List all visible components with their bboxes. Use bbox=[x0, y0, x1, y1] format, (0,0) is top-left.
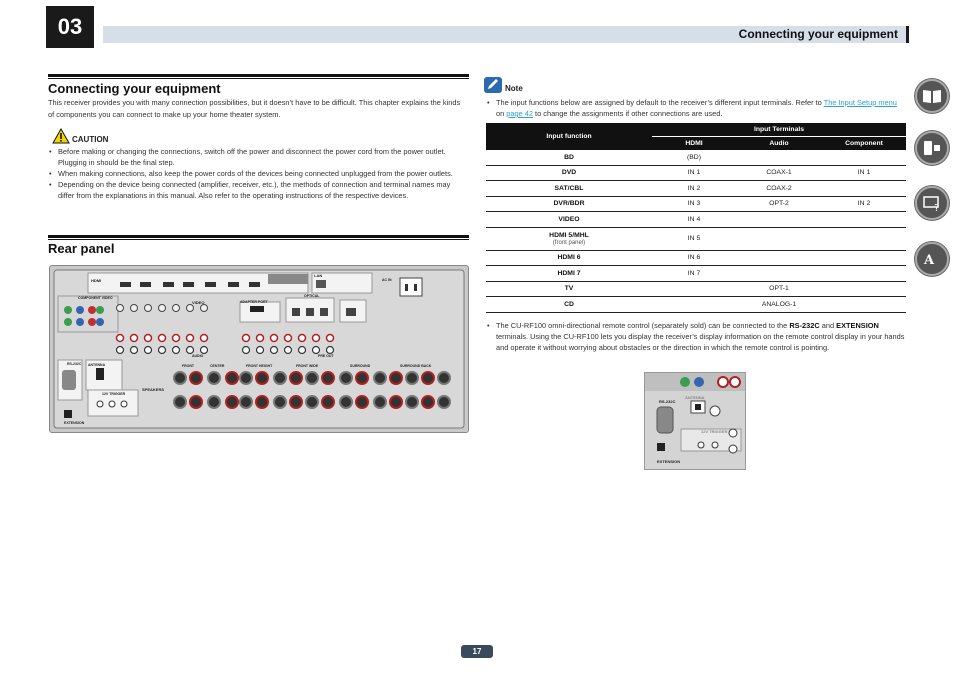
table-row bbox=[486, 281, 906, 297]
panel-label-lan: LAN bbox=[314, 273, 323, 278]
function-subtext: (front panel) bbox=[552, 239, 586, 246]
cell-input-function bbox=[486, 281, 652, 297]
closeup-label-rs232c: RS-232C bbox=[659, 399, 676, 404]
panel-label-ac-in: AC IN bbox=[382, 278, 392, 282]
note-list bbox=[486, 97, 906, 119]
intro-paragraph: This receiver provides you with many connection possibilities, but it doesn’t have to be difficult. This chapter explains the kinds of components you can connect to make up your home theater system. bbox=[48, 98, 461, 119]
cell-audio bbox=[736, 250, 822, 266]
section-rule bbox=[48, 235, 469, 238]
cell-component bbox=[822, 150, 906, 165]
table-row bbox=[486, 297, 906, 313]
panel-label-extension: EXTENSION bbox=[64, 421, 85, 425]
note2-list bbox=[486, 320, 906, 353]
cell-input-function bbox=[486, 196, 652, 212]
cell-component: IN 1 bbox=[822, 165, 906, 181]
cell-input-function bbox=[486, 212, 652, 228]
cell-audio bbox=[736, 266, 822, 282]
caution-list bbox=[48, 146, 463, 201]
caution-item: • Before making or changing the connections, switch off the power and disconnect the power cord from the power outlet. Plugging in should be the final step. bbox=[48, 146, 463, 168]
caution-item: • When making connections, also keep the power cords of the devices being connected unplugged from the power outlets. bbox=[48, 168, 463, 179]
cell-hdmi bbox=[652, 281, 736, 297]
cell-component bbox=[822, 212, 906, 228]
cell-component bbox=[822, 250, 906, 266]
cell-audio: COAX-2 bbox=[736, 181, 822, 197]
cell-hdmi: IN 1 bbox=[652, 165, 736, 181]
cell-hdmi: (BD) bbox=[652, 150, 736, 165]
panel-label-front-wide: FRONT WIDE bbox=[296, 364, 319, 368]
function-name: DVD bbox=[561, 169, 577, 177]
panel-label-pre-out: PRE OUT bbox=[318, 354, 334, 358]
note-pencil-icon bbox=[484, 77, 502, 93]
table-row bbox=[486, 181, 906, 197]
function-name: HDMI 7 bbox=[557, 269, 581, 277]
note-heading bbox=[484, 77, 523, 93]
rear-panel-diagram bbox=[50, 266, 468, 432]
note-text-segment: The input functions below are assigned by default to the receiver’s different input terminals. Refer to bbox=[496, 98, 824, 107]
panel-label-trigger: 12V TRIGGER bbox=[102, 392, 126, 396]
panel-label-surround: SURROUND bbox=[350, 364, 371, 368]
table-row bbox=[486, 250, 906, 266]
cell-hdmi: IN 5 bbox=[652, 227, 736, 250]
th-audio: Audio bbox=[736, 136, 822, 150]
input-function-table bbox=[486, 123, 906, 313]
th-hdmi: HDMI bbox=[652, 136, 736, 150]
th-component: Component bbox=[822, 136, 906, 150]
section-title-connecting: Connecting your equipment bbox=[48, 81, 221, 96]
panel-label-audio: AUDIO bbox=[192, 354, 204, 358]
note-item bbox=[486, 97, 906, 119]
panel-label-component-video: COMPONENT VIDEO bbox=[78, 296, 113, 300]
section-rule-thin bbox=[48, 78, 469, 79]
table-row bbox=[486, 196, 906, 212]
panel-label-speakers: SPEAKERS bbox=[142, 387, 165, 392]
panel-label-antenna: ANTENNA bbox=[88, 363, 106, 367]
function-name: VIDEO bbox=[558, 215, 580, 223]
cell-component bbox=[822, 266, 906, 282]
panel-label-front: FRONT bbox=[182, 364, 195, 368]
note-label: Note bbox=[505, 84, 523, 93]
cell-hdmi: IN 6 bbox=[652, 250, 736, 266]
input-setup-link[interactable]: The Input Setup menu bbox=[823, 98, 897, 107]
cell-input-function bbox=[486, 150, 652, 165]
cell-audio: OPT-2 bbox=[736, 196, 822, 212]
note-text-segment: terminals. Using the CU-RF100 lets you display the receiver’s display information on the remote control display in your hands and operate it without worrying about obstacles or the direction in which the remote control is pointing. bbox=[496, 332, 905, 352]
function-name: BD bbox=[564, 153, 574, 161]
rs232c-term: RS-232C bbox=[789, 321, 820, 330]
note-text-segment: to change the assignments if other connections are used. bbox=[533, 109, 723, 118]
table-row bbox=[486, 165, 906, 181]
cell-input-function bbox=[486, 250, 652, 266]
panel-label-hdmi: HDMI bbox=[91, 278, 102, 283]
panel-label-adapter-port: ADAPTER PORT bbox=[240, 300, 268, 304]
svg-text:A: A bbox=[924, 253, 935, 268]
note-text-segment: and bbox=[819, 321, 837, 330]
header-title: Connecting your equipment bbox=[738, 27, 898, 41]
rs232c-extension-closeup bbox=[644, 372, 746, 470]
book-icon[interactable] bbox=[915, 79, 949, 113]
function-name: DVR/BDR bbox=[553, 200, 585, 208]
cell-input-function bbox=[486, 297, 652, 313]
panel-label-rs232c: RS-232C bbox=[67, 362, 82, 366]
note-text-segment: on bbox=[496, 109, 507, 118]
caution-heading bbox=[52, 128, 108, 144]
panel-label-video: VIDEO bbox=[192, 300, 205, 305]
closeup-label-trigger: 12V TRIGGER bbox=[701, 429, 728, 434]
caution-icon bbox=[52, 128, 70, 144]
section-rule-thin bbox=[48, 239, 469, 240]
cell-audio: OPT-1 bbox=[736, 281, 822, 297]
cell-audio bbox=[736, 150, 822, 165]
cell-hdmi bbox=[652, 297, 736, 313]
th-input-function: Input function bbox=[486, 123, 652, 150]
table-row bbox=[486, 266, 906, 282]
note-text-segment: The CU-RF100 omni-directional remote control (separately sold) can be connected to the bbox=[496, 321, 790, 330]
function-name: HDMI 6 bbox=[557, 254, 581, 262]
cell-component bbox=[822, 297, 906, 313]
cell-hdmi: IN 4 bbox=[652, 212, 736, 228]
panel-label-surround-back: SURROUND BACK bbox=[400, 364, 432, 368]
glossary-icon[interactable] bbox=[915, 242, 949, 276]
th-input-terminals: Input Terminals bbox=[652, 123, 906, 136]
svg-text:?: ? bbox=[934, 203, 940, 212]
cell-input-function bbox=[486, 181, 652, 197]
page-42-link[interactable]: page 42 bbox=[506, 109, 533, 118]
caution-label: CAUTION bbox=[72, 134, 109, 144]
cell-component bbox=[822, 281, 906, 297]
table-row bbox=[486, 227, 906, 250]
cell-hdmi: IN 2 bbox=[652, 181, 736, 197]
cell-component bbox=[822, 227, 906, 250]
cell-audio: ANALOG-1 bbox=[736, 297, 822, 313]
function-name: CD bbox=[564, 300, 574, 308]
caution-item: • Depending on the device being connected (amplifier, receiver, etc.), the methods of connection and terminal names may differ from the explanations in this manual. Also refer to the operating instructions of the respective devices. bbox=[48, 179, 463, 201]
cell-input-function bbox=[486, 165, 652, 181]
closeup-diagram bbox=[645, 373, 745, 469]
chapter-number: 03 bbox=[46, 6, 94, 48]
note-item bbox=[486, 320, 906, 353]
function-name: HDMI 5/MHL bbox=[549, 231, 589, 239]
function-name: SAT/CBL bbox=[554, 184, 584, 192]
remote-settings-icon[interactable] bbox=[915, 131, 949, 165]
tools-icon[interactable] bbox=[915, 186, 949, 220]
closeup-label-extension: EXTENSION bbox=[657, 459, 681, 464]
panel-label-optical: OPTICAL bbox=[304, 294, 320, 298]
panel-label-front-height: FRONT HEIGHT bbox=[246, 364, 273, 368]
cell-audio bbox=[736, 212, 822, 228]
closeup-label-antenna: ANTENNA bbox=[685, 395, 705, 400]
cell-audio: COAX-1 bbox=[736, 165, 822, 181]
page-number: 17 bbox=[461, 645, 493, 658]
cell-hdmi: IN 7 bbox=[652, 266, 736, 282]
header-bar bbox=[103, 26, 909, 43]
cell-input-function bbox=[486, 227, 652, 250]
extension-term: EXTENSION bbox=[836, 321, 879, 330]
cell-component bbox=[822, 181, 906, 197]
cell-hdmi: IN 3 bbox=[652, 196, 736, 212]
section-title-rear-panel: Rear panel bbox=[48, 241, 115, 256]
rear-panel-image bbox=[49, 265, 469, 433]
table-row bbox=[486, 212, 906, 228]
cell-component: IN 2 bbox=[822, 196, 906, 212]
panel-label-center: CENTER bbox=[210, 364, 225, 368]
cell-audio bbox=[736, 227, 822, 250]
section-rule bbox=[48, 74, 469, 77]
table-row bbox=[486, 150, 906, 165]
cell-input-function bbox=[486, 266, 652, 282]
function-name: TV bbox=[564, 285, 574, 293]
